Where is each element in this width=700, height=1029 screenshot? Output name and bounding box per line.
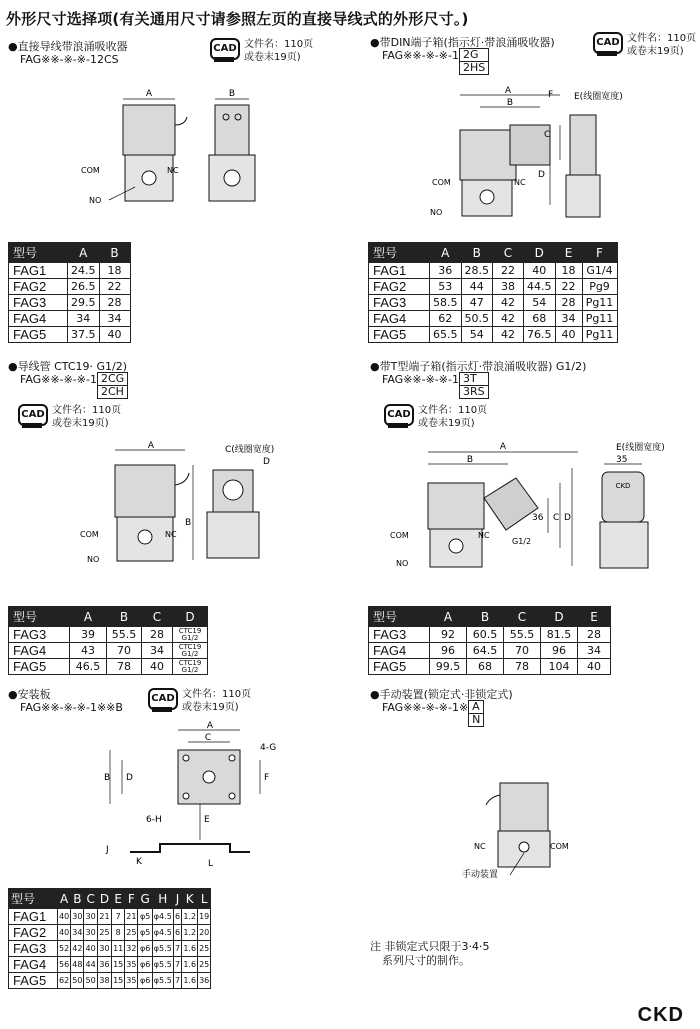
- svg-text:B: B: [506, 98, 514, 108]
- svg-text:COM: COM: [432, 178, 451, 187]
- table-header: G: [138, 889, 152, 909]
- svg-text:6-H: 6-H: [146, 815, 162, 825]
- svg-text:B: B: [466, 455, 474, 465]
- svg-text:C: C: [544, 130, 551, 140]
- svg-text:NO: NO: [430, 208, 443, 217]
- svg-text:F: F: [264, 773, 270, 783]
- cad-reference: [18, 404, 121, 430]
- cad-icon: CAD: [384, 404, 412, 430]
- table-row: FAG3 52 42 40 30 11 32 φ6 φ5.5 7 1.6 25: [9, 941, 211, 957]
- table-header: A: [70, 607, 107, 627]
- svg-text:COM: COM: [80, 530, 99, 539]
- table-row: FAG2 53 44 38 44.5 22 Pg9: [369, 279, 618, 295]
- cad-file-label: 文件名：110页: [182, 689, 252, 700]
- drawing-direct-lead: [75, 85, 275, 215]
- model-code: FAG※※-※-※-1: [20, 373, 97, 386]
- svg-text:NC: NC: [167, 166, 179, 175]
- option-code: 3RS: [459, 385, 489, 399]
- section-heading: ●手动装置(锁定式·非锁定式): [370, 688, 513, 701]
- svg-text:35: 35: [616, 455, 628, 465]
- svg-text:B: B: [228, 89, 236, 99]
- table-header: H: [152, 889, 173, 909]
- cad-icon: CAD: [18, 404, 46, 430]
- section-heading: ●直接导线带浪涌吸收器: [8, 40, 128, 53]
- svg-text:K: K: [136, 857, 142, 867]
- svg-text:CKD: CKD: [615, 482, 631, 490]
- drawing-din-terminal: [400, 85, 695, 225]
- svg-text:NC: NC: [474, 842, 486, 851]
- model-code: FAG※※-※-※-1※※B: [20, 701, 123, 714]
- table-din-terminal: [368, 242, 618, 343]
- table-header: C: [493, 243, 524, 263]
- cad-file-label: 文件名：110页: [418, 405, 488, 416]
- svg-text:NC: NC: [165, 530, 177, 539]
- table-header: A: [68, 243, 100, 263]
- table-row: FAG3 29.5 28: [9, 295, 131, 311]
- svg-text:C: C: [204, 733, 212, 743]
- section-heading: ●安装板: [8, 688, 51, 701]
- table-header: 型号: [9, 243, 68, 263]
- cad-reference: [210, 38, 313, 64]
- cad-file-sub: 或卷末19页): [244, 52, 301, 63]
- section-manual-override: [370, 688, 513, 727]
- table-header: D: [173, 607, 208, 627]
- svg-text:NC: NC: [478, 531, 490, 540]
- table-row: FAG4 56 48 44 36 15 35 φ6 φ5.5 7 1.6 25: [9, 957, 211, 973]
- footnote: [370, 940, 490, 968]
- cad-reference: [384, 404, 487, 430]
- cad-reference: [593, 32, 696, 58]
- model-code: FAG※※-※-※-12CS: [20, 53, 119, 66]
- svg-text:A: A: [504, 86, 512, 96]
- option-code: 3T: [459, 372, 489, 386]
- section-heading: ●导线管 CTC19· G1/2): [8, 360, 128, 373]
- cad-icon: CAD: [148, 688, 176, 714]
- option-code: 2CG: [97, 372, 128, 386]
- svg-text:4-G: 4-G: [260, 743, 277, 753]
- option-code: A: [468, 700, 484, 714]
- table-header: A: [430, 243, 462, 263]
- section-din-terminal: [370, 36, 555, 75]
- table-row: FAG5 46.5 78 40 CTC19 G1/2: [9, 659, 208, 675]
- svg-text:C: C: [553, 513, 560, 523]
- cad-file-sub: 或卷末19页): [627, 46, 684, 57]
- svg-text:D: D: [126, 773, 133, 783]
- table-row: FAG5 62 50 50 38 15 35 φ6 φ5.5 7 1.6 36: [9, 973, 211, 989]
- table-row: FAG4 34 34: [9, 311, 131, 327]
- table-header: F: [125, 889, 138, 909]
- table-header: B: [107, 607, 142, 627]
- table-row: FAG5 65.5 54 42 76.5 40 Pg11: [369, 327, 618, 343]
- table-mounting-plate: [8, 888, 211, 989]
- table-row: FAG3 39 55.5 28 CTC19 G1/2: [9, 627, 208, 643]
- table-header: E: [555, 243, 582, 263]
- svg-text:D: D: [538, 170, 545, 180]
- table-direct-lead: [8, 242, 131, 343]
- cad-file-sub: 或卷末19页): [52, 418, 109, 429]
- section-heading: ●带T型端子箱(指示灯·带浪涌吸收器) G1/2): [370, 360, 587, 373]
- section-heading: ●带DIN端子箱(指示灯·带浪涌吸收器): [370, 36, 555, 49]
- drawing-t-terminal: [388, 438, 695, 578]
- table-header: E: [578, 607, 611, 627]
- section-t-terminal: [370, 360, 586, 399]
- option-code: 2G: [459, 48, 489, 62]
- table-header: A: [430, 607, 467, 627]
- section-mounting-plate: [8, 688, 123, 714]
- cad-icon: CAD: [593, 32, 621, 58]
- section-direct-lead: [8, 40, 128, 66]
- svg-text:G1/2: G1/2: [512, 537, 532, 546]
- table-row: FAG4 96 64.5 70 96 34: [369, 643, 611, 659]
- table-header: B: [99, 243, 130, 263]
- ckd-logo: CKD: [637, 1004, 684, 1026]
- table-header: D: [97, 889, 111, 909]
- svg-text:A: A: [206, 721, 214, 731]
- table-header: L: [198, 889, 211, 909]
- svg-text:COM: COM: [390, 531, 409, 540]
- cad-icon: CAD: [210, 38, 238, 64]
- svg-text:J: J: [106, 845, 109, 855]
- model-code: FAG※※-※-※-1※: [382, 701, 469, 714]
- svg-text:NO: NO: [396, 559, 409, 568]
- table-header: C: [84, 889, 97, 909]
- svg-text:D: D: [564, 513, 571, 523]
- table-header: D: [524, 243, 556, 263]
- model-code: FAG※※-※-※-1: [382, 373, 459, 386]
- svg-text:A: A: [145, 89, 153, 99]
- table-row: FAG4 43 70 34 CTC19 G1/2: [9, 643, 208, 659]
- svg-text:C(线圈宽度): C(线圈宽度): [225, 445, 275, 455]
- table-row: FAG2 26.5 22: [9, 279, 131, 295]
- svg-text:NC: NC: [514, 178, 526, 187]
- option-code: N: [468, 713, 484, 727]
- footnote-line: 系列尺寸的制作。: [382, 954, 470, 967]
- table-header: K: [182, 889, 198, 909]
- footnote-line: 注 非锁定式只限于3·4·5: [370, 940, 490, 953]
- svg-text:F: F: [548, 90, 554, 100]
- svg-text:E(线圈宽度): E(线圈宽度): [616, 443, 665, 453]
- table-header: 型号: [369, 243, 430, 263]
- option-code: 2HS: [459, 61, 489, 75]
- cad-file-label: 文件名：110页: [52, 405, 122, 416]
- table-header: C: [504, 607, 541, 627]
- svg-text:D: D: [263, 457, 270, 467]
- table-header: D: [541, 607, 578, 627]
- table-row: FAG1 24.5 18: [9, 263, 131, 279]
- table-header: J: [173, 889, 182, 909]
- table-header: F: [582, 243, 617, 263]
- drawing-manual-override: [460, 775, 610, 885]
- table-header: E: [112, 889, 125, 909]
- table-header: C: [142, 607, 173, 627]
- svg-text:手动装置: 手动装置: [462, 870, 499, 880]
- table-row: FAG1 36 28.5 22 40 18 G1/4: [369, 263, 618, 279]
- option-code: 2CH: [97, 385, 128, 399]
- table-t-terminal: [368, 606, 611, 675]
- svg-text:E: E: [204, 815, 210, 825]
- svg-text:B: B: [185, 518, 192, 528]
- svg-text:COM: COM: [550, 842, 569, 851]
- page-title: 外形尺寸选择项(有关通用尺寸请参照左页的直接导线式的外形尺寸。): [6, 10, 469, 28]
- table-header: B: [461, 243, 493, 263]
- svg-text:E(线圈宽度): E(线圈宽度): [574, 92, 623, 102]
- svg-text:COM: COM: [81, 166, 100, 175]
- svg-text:A: A: [147, 441, 155, 451]
- table-header: B: [71, 889, 84, 909]
- table-row: FAG1 40 30 30 21 7 21 φ5 φ4.5 6 1.2 19: [9, 909, 211, 925]
- table-row: FAG4 62 50.5 42 68 34 Pg11: [369, 311, 618, 327]
- cad-file-sub: 或卷末19页): [418, 418, 475, 429]
- cad-file-label: 文件名：110页: [627, 33, 697, 44]
- drawing-mounting-plate: [100, 720, 300, 870]
- cad-file-sub: 或卷末19页): [182, 702, 239, 713]
- cad-file-label: 文件名：110页: [244, 39, 314, 50]
- drawing-conduit: [75, 440, 305, 575]
- table-row: FAG2 40 34 30 25 8 25 φ5 φ4.5 6 1.2 20: [9, 925, 211, 941]
- table-row: FAG3 92 60.5 55.5 81.5 28: [369, 627, 611, 643]
- table-header: 型号: [369, 607, 430, 627]
- table-row: FAG3 58.5 47 42 54 28 Pg11: [369, 295, 618, 311]
- cad-reference: [148, 688, 251, 714]
- table-row: FAG5 37.5 40: [9, 327, 131, 343]
- table-header: 型号: [9, 607, 70, 627]
- svg-text:NO: NO: [87, 555, 100, 564]
- svg-text:B: B: [104, 773, 111, 783]
- svg-text:NO: NO: [89, 196, 102, 205]
- table-conduit: [8, 606, 208, 675]
- section-conduit: [8, 360, 128, 399]
- svg-text:36: 36: [532, 513, 544, 523]
- svg-text:A: A: [499, 442, 507, 452]
- table-header: A: [58, 889, 71, 909]
- table-row: FAG5 99.5 68 78 104 40: [369, 659, 611, 675]
- table-header: B: [467, 607, 504, 627]
- svg-text:L: L: [208, 859, 214, 869]
- table-header: 型号: [9, 889, 58, 909]
- model-code: FAG※※-※-※-1: [382, 49, 459, 62]
